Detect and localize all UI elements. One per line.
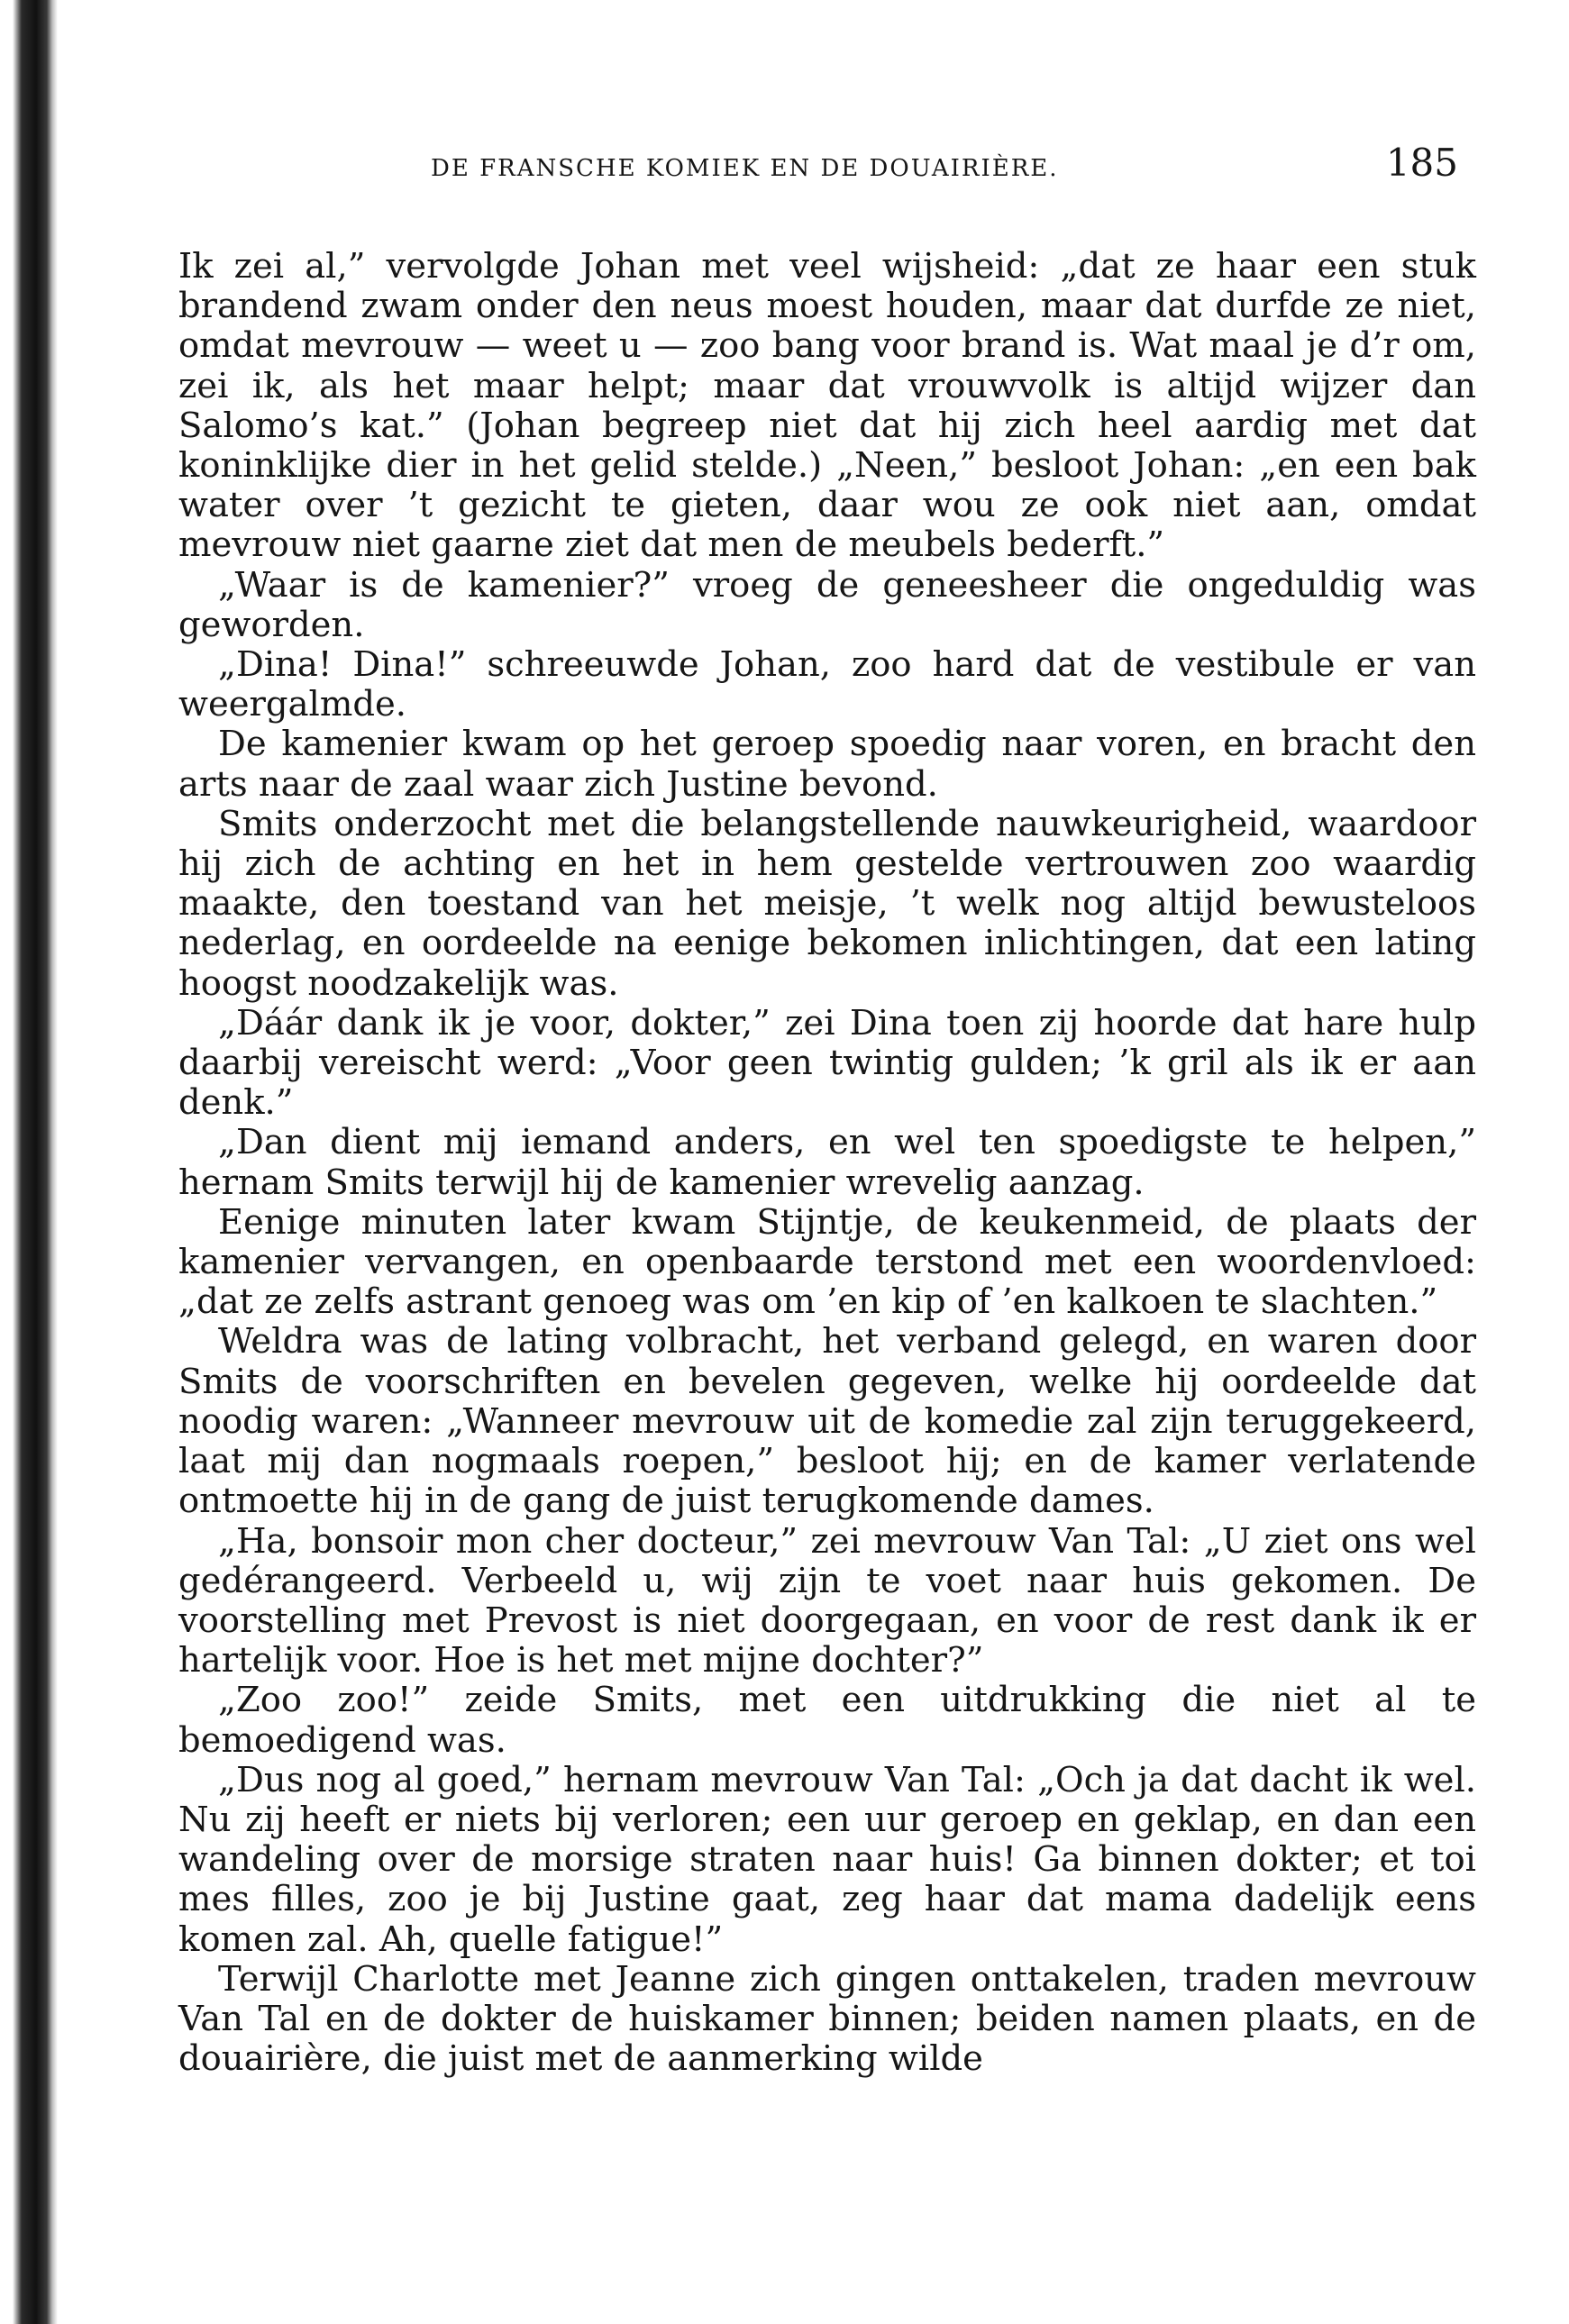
paragraph: „Ha, bonsoir mon cher docteur,” zei mevrouw Van Tal: „U ziet ons wel gedérangeerd. Verbeeld u, wij zijn te voet naar huis gekomen. De voorstelling met Prevost is niet doorgegaan, en voor de rest dank ik er hartelijk voor. Hoe is het met mijne dochter?” (178, 1520, 1476, 1681)
book-page (178, 135, 1476, 2079)
paragraph: Terwijl Charlotte met Jeanne zich gingen onttakelen, traden mevrouw Van Tal en de dokter de huiskamer binnen; beiden namen plaats, en de douairière, die juist met de aanmerking wilde (178, 1958, 1476, 2080)
paragraph: Smits onderzocht met die belangstellende nauwkeurigheid, waardoor hij zich de achting en het in hem gestelde vertrouwen zoo waardig maakte, den toestand van het meisje, ’t welk nog altijd bewusteloos nederlag, en oordeelde na eenige bekomen inlichtingen, dat een lating hoogst noodzakelijk was. (178, 803, 1476, 1004)
paragraph: „Waar is de kamenier?” vroeg de geneesheer die ongeduldig was geworden. (178, 564, 1476, 645)
paragraph: Eenige minuten later kwam Stijntje, de keukenmeid, de plaats der kamenier vervangen, en openbaarde terstond met een woordenvloed: „dat ze zelfs astrant genoeg was om ’en kip of ’en kalkoen te slachten.” (178, 1201, 1476, 1323)
paragraph: „Dáár dank ik je voor, dokter,” zei Dina toen zij hoorde dat hare hulp daarbij vereischt werd: „Voor geen twintig gulden; ’k gril als ik er aan denk.” (178, 1002, 1476, 1124)
paragraph: „Dan dient mij iemand anders, en wel ten spoedigste te helpen,” hernam Smits terwijl hij de kamenier wrevelig aanzag. (178, 1122, 1476, 1203)
paragraph: „Zoo zoo!” zeide Smits, met een uitdrukking die niet al te bemoedigend was. (178, 1680, 1476, 1761)
paragraph: „Dina! Dina!” schreeuwde Johan, zoo hard dat de vestibule er van weergalmde. (178, 644, 1476, 725)
running-title: DE FRANSCHE KOMIEK EN DE DOUAIRIÈRE. (431, 155, 1059, 182)
running-head (178, 135, 1476, 189)
body-text (178, 247, 1476, 2079)
paragraph: De kamenier kwam op het geroep spoedig naar voren, en bracht den arts naar de zaal waar zich Justine bevond. (178, 724, 1476, 805)
paragraph: Ik zei al,” vervolgde Johan met veel wijsheid: „dat ze haar een stuk brandend zwam onder den neus moest houden, maar dat durfde ze niet, omdat mevrouw — weet u — zoo bang voor brand is. Wat maal je d’r om, zei ik, als het maar helpt; maar dat vrouwvolk is altijd wijzer dan Salomo’s kat.” (Johan begreep niet dat hij zich heel aardig met dat koninklijke dier in het gelid stelde.) „Neen,” besloot Johan: „en een bak water over ’t gezicht te gieten, daar wou ze ook niet aan, omdat mevrouw niet gaarne ziet dat men de meubels bederft.” (178, 246, 1476, 566)
scanned-binding-edge (0, 0, 58, 2324)
paragraph: „Dus nog al goed,” hernam mevrouw Van Tal: „Och ja dat dacht ik wel. Nu zij heeft er niets bij verloren; een uur geroep en geklap, en dan een wandeling over de morsige straten naar huis! Ga binnen dokter; et toi mes filles, zoo je bij Justine gaat, zeg haar dat mama dadelijk eens komen zal. Ah, quelle fatigue!” (178, 1759, 1476, 1960)
paragraph: Weldra was de lating volbracht, het verband gelegd, en waren door Smits de voorschriften en bevelen gegeven, welke hij oordeelde dat noodig waren: „Wanneer mevrouw uit de komedie zal zijn teruggekeerd, laat mij dan nogmaals roepen,” besloot hij; en de kamer verlatende ontmoette hij in de gang de juist terugkomende dames. (178, 1321, 1476, 1522)
page-number: 185 (1385, 141, 1458, 185)
